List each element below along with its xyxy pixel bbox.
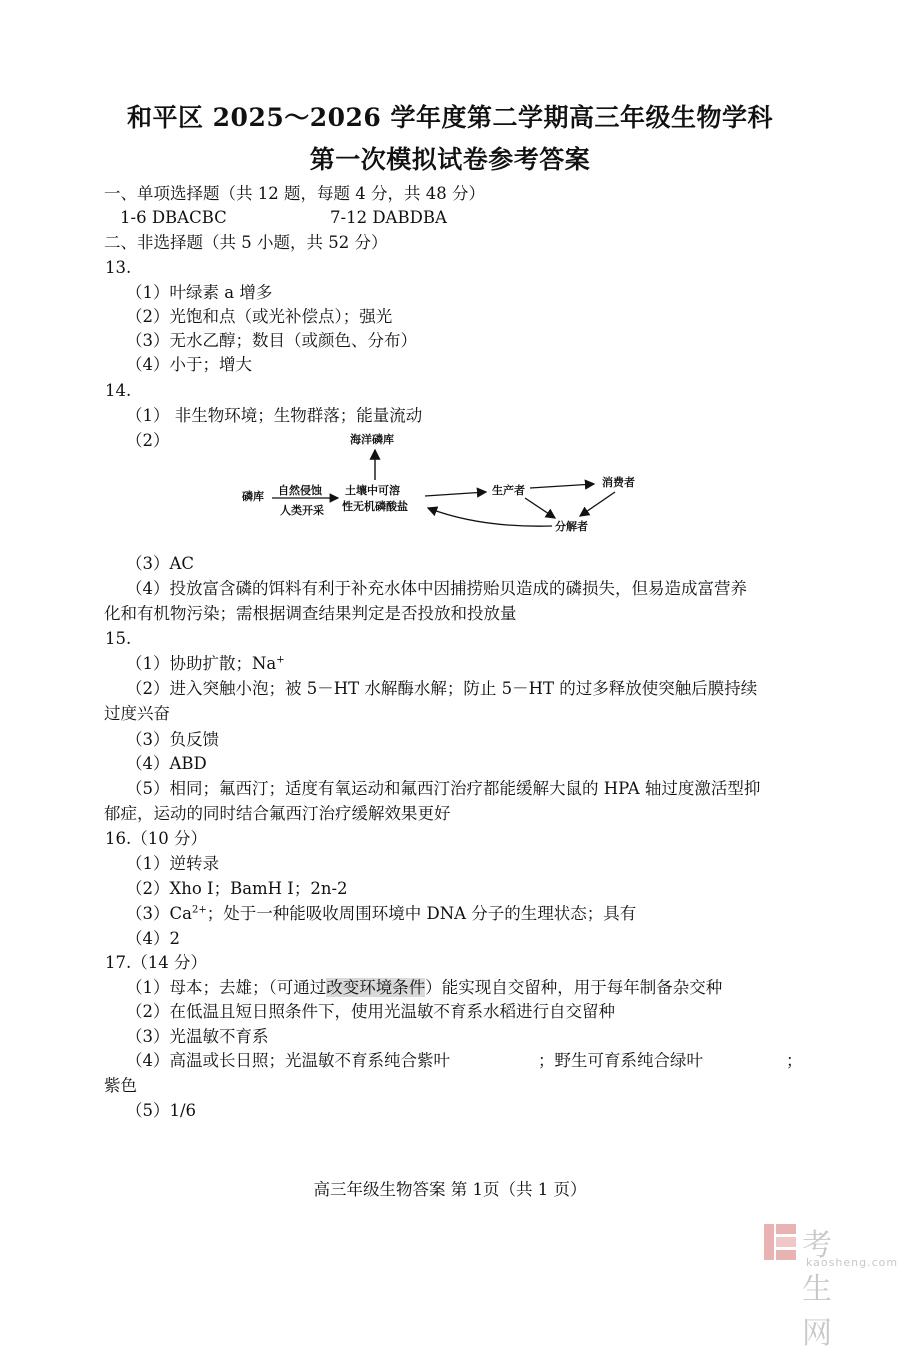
- q17-answer-4-line2: 紫色: [104, 1076, 137, 1095]
- q15-answer-2-line1: （2）进入突触小泡；被 5－HT 水解酶水解；防止 5－HT 的过多释放使突触后膜持续: [126, 679, 758, 698]
- q15-answer-5-line1: （5）相同；氟西汀；适度有氧运动和氟西汀治疗都能缓解大鼠的 HPA 轴过度激活型抑: [126, 779, 761, 798]
- q15-answer-5-line2: 郁症，运动的同时结合氟西汀治疗缓解效果更好: [104, 804, 451, 823]
- q14-answer-4-line2: 化和有机物污染；需根据调查结果判定是否投放和投放量: [104, 604, 517, 623]
- q17-answer-1: （1）母本；去雄；（可通过改变环境条件）能实现自交留种，用于每年制备杂交种: [126, 978, 723, 997]
- q16-answer-2: （2）Xho Ⅰ；BamH Ⅰ；2n-2: [126, 879, 348, 898]
- q14-number: 14.: [105, 381, 132, 400]
- natural-erosion-label: 自然侵蚀: [278, 484, 322, 497]
- q15-answer-4: （4）ABD: [126, 754, 207, 773]
- q17-answer-4-part3: ；: [786, 1051, 803, 1070]
- ocean-phosphorus-pool-label: 海洋磷库: [350, 433, 394, 446]
- arrow-producer-to-decomposer: [525, 498, 555, 518]
- highlighted-text: 改变环境条件: [326, 978, 426, 997]
- q13-number: 13.: [105, 258, 132, 277]
- q14-answer-1: （1） 非生物环境；生物群落；能量流动: [126, 406, 423, 425]
- q17-answer-2: （2）在低温且短日照条件下，使用光温敏不育系水稻进行自交留种: [126, 1002, 615, 1021]
- mcq-answers-1-6: 1-6 DBACBC: [120, 208, 227, 227]
- arrow-decomposer-to-soil: [428, 508, 552, 526]
- q17-answer-4-part1: （4）高温或长日照；光温敏不育系纯合紫叶: [126, 1051, 450, 1070]
- q17-answer-5: （5）1/6: [126, 1101, 197, 1120]
- q15-answer-2-line2: 过度兴奋: [104, 704, 170, 723]
- phosphorus-pool-label: 磷库: [242, 490, 264, 503]
- watermark-domain: kaosheng.com: [806, 1256, 899, 1269]
- arrow-soil-to-producer: [425, 492, 486, 496]
- decomposer-label: 分解者: [555, 520, 588, 533]
- watermark-name: 考生网: [802, 1228, 834, 1351]
- page-subtitle: 第一次模拟试卷参考答案: [309, 145, 591, 174]
- phosphorus-cycle-diagram: [230, 428, 650, 543]
- q14-answer-4-line1: （4）投放富含磷的饵料有利于补充水体中因捕捞贻贝造成的磷损失，但易造成富营养: [126, 579, 747, 598]
- section2-heading: 二、非选择题（共 5 小题，共 52 分）: [104, 233, 388, 252]
- q17-number: 17.（14 分）: [105, 953, 207, 972]
- soil-phosphate-label-1: 土壤中可溶: [345, 484, 400, 497]
- soil-phosphate-label-2: 性无机磷酸盐: [342, 500, 408, 513]
- q17-answer-4-part2: ；野生可育系纯合绿叶: [538, 1051, 703, 1070]
- q15-number: 15.: [105, 629, 132, 648]
- q14-answer-2-label: （2）: [126, 431, 170, 450]
- human-mining-label: 人类开采: [280, 504, 324, 517]
- kaosheng-logo-icon: [762, 1222, 798, 1262]
- q15-answer-3: （3）负反馈: [126, 730, 219, 749]
- q15-answer-1: （1）协助扩散；Na+: [126, 654, 285, 673]
- q16-number: 16.（10 分）: [105, 829, 207, 848]
- q13-answer-1: （1）叶绿素 a 增多: [126, 283, 273, 302]
- arrow-consumer-to-decomposer: [580, 492, 615, 516]
- q13-answer-2: （2）光饱和点（或光补偿点）；强光: [126, 307, 393, 326]
- producer-label: 生产者: [492, 484, 525, 497]
- q14-answer-3: （3）AC: [126, 554, 195, 573]
- mcq-answers-7-12: 7-12 DABDBA: [330, 208, 447, 227]
- site-watermark: [762, 1222, 899, 1351]
- arrow-producer-to-consumer: [530, 484, 594, 488]
- q17-answer-3: （3）光温敏不育系: [126, 1027, 269, 1046]
- page-title: 和平区 2025～2026 学年度第二学期高三年级生物学科: [126, 103, 774, 132]
- q13-answer-4: （4）小于；增大: [126, 355, 252, 374]
- q16-answer-3: $(3)Ca^{2+}$；处于一种能吸收周围环境中 DNA 分子的生理状态；具有: [126, 904, 637, 923]
- q16-answer-1: （1）逆转录: [126, 854, 219, 873]
- page-footer: 高三年级生物答案 第 1页（共 1 页）: [313, 1180, 587, 1199]
- section1-heading: 一、单项选择题（共 12 题，每题 4 分，共 48 分）: [104, 184, 485, 203]
- consumer-label: 消费者: [602, 476, 635, 489]
- q16-answer-4: （4）2: [126, 929, 180, 948]
- q13-answer-3: （3）无水乙醇；数目（或颜色、分布）: [126, 331, 417, 350]
